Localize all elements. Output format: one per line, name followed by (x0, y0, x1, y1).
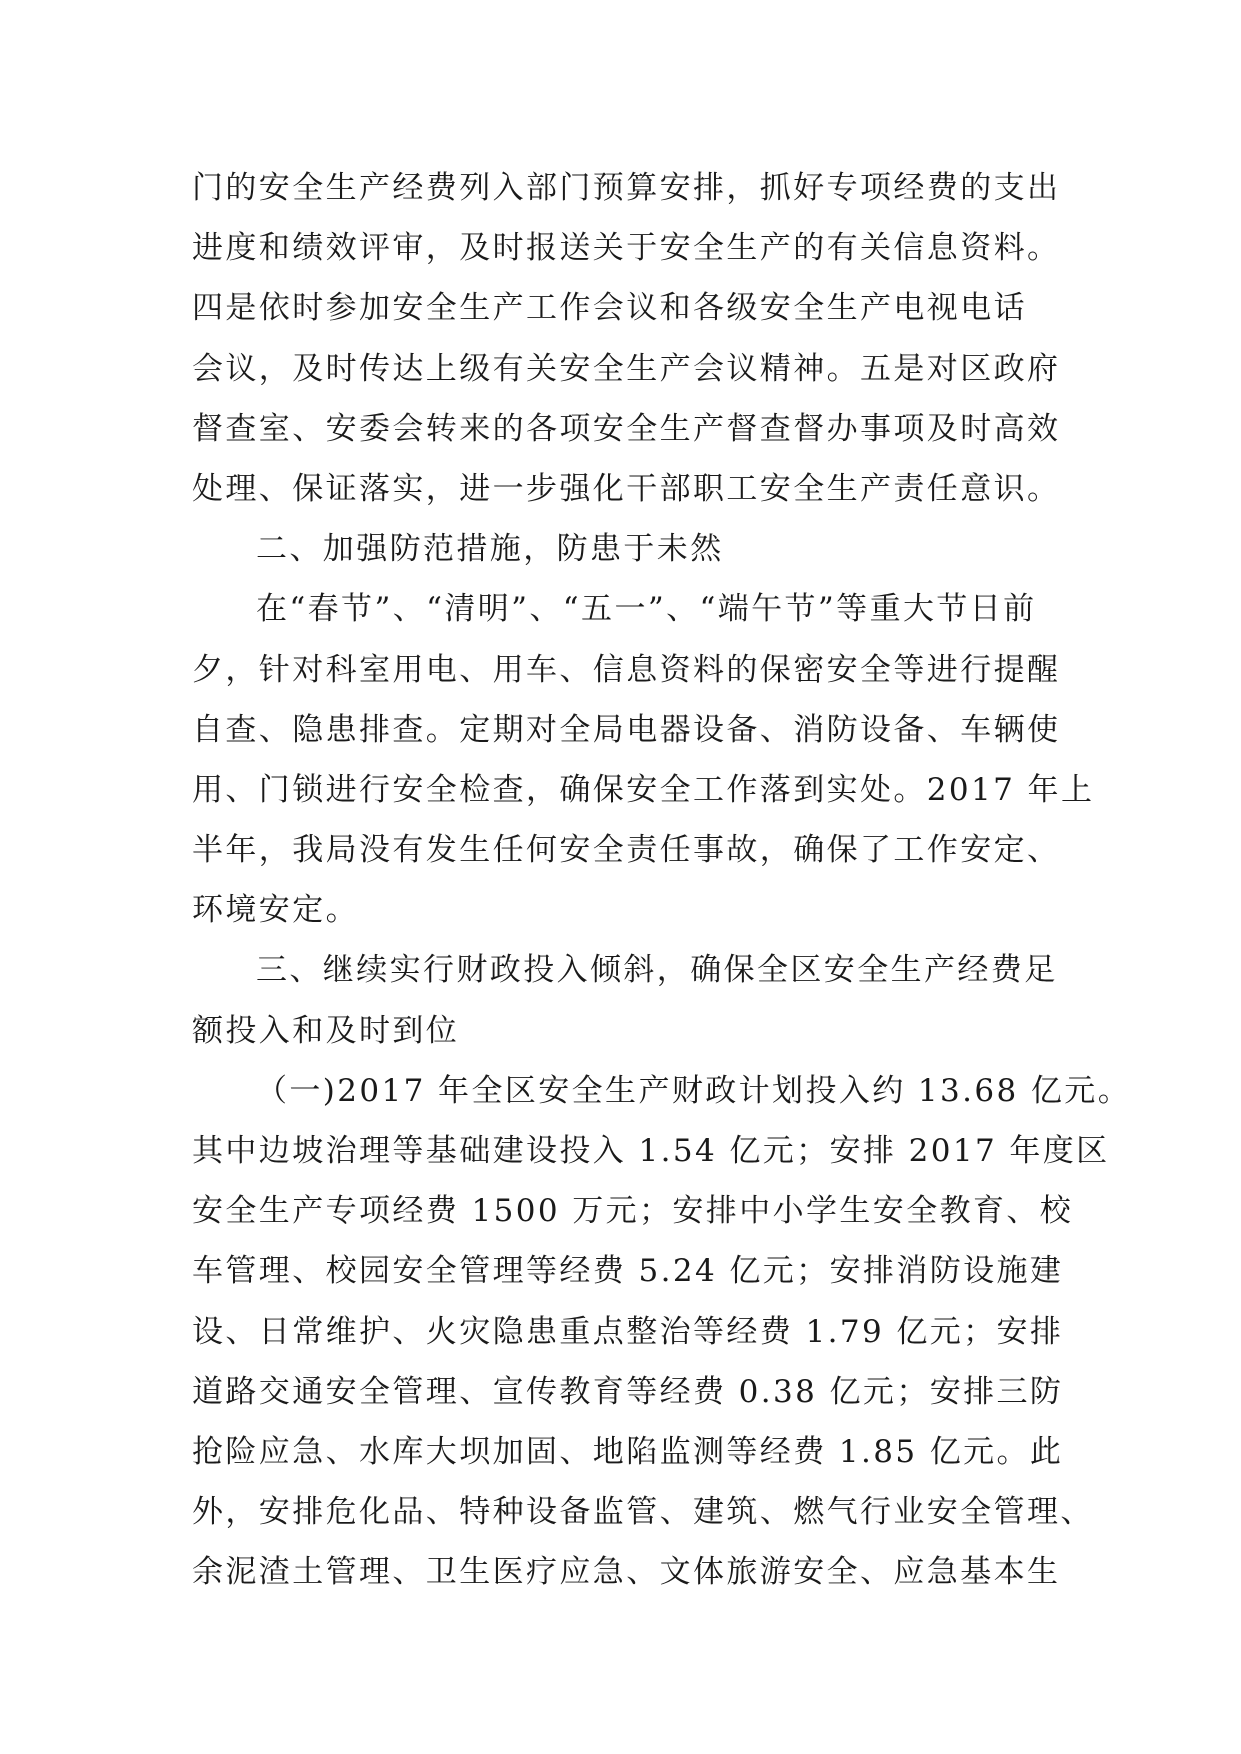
text-line: 车管理、校园安全管理等经费 5.24 亿元；安排消防设施建 (192, 1253, 1064, 1290)
text-line: 自查、隐患排查。定期对全局电器设备、消防设备、车辆使 (192, 711, 1061, 748)
text-line: 余泥渣土管理、卫生医疗应急、文体旅游安全、应急基本生 (192, 1554, 1061, 1591)
text-line: 道路交通安全管理、宣传教育等经费 0.38 亿元；安排三防 (192, 1373, 1064, 1410)
text-line: 外，安排危化品、特种设备监管、建筑、燃气行业安全管理、 (192, 1494, 1094, 1531)
text-line: 用、门锁进行安全检查，确保安全工作落到实处。2017 年上 (192, 771, 1095, 808)
text-line: 三、继续实行财政投入倾斜，确保全区安全生产经费足 (256, 952, 1058, 989)
text-line: 进度和绩效评审，及时报送关于安全生产的有关信息资料。 (192, 230, 1061, 267)
text-line: 设、日常维护、火灾隐患重点整治等经费 1.79 亿元；安排 (192, 1313, 1064, 1350)
text-line: 环境安定。 (192, 892, 359, 929)
text-line: 在“春节”、“清明”、“五一”、“端午节”等重大节日前 (256, 591, 1037, 628)
text-line: 额投入和及时到位 (192, 1012, 460, 1049)
text-line: 督查室、安委会转来的各项安全生产督查督办事项及时高效 (192, 410, 1061, 447)
text-line: （一)2017 年全区安全生产财政计划投入约 13.68 亿元。 (256, 1072, 1132, 1109)
text-line: 半年，我局没有发生任何安全责任事故，确保了工作安定、 (192, 832, 1061, 869)
document-body (192, 158, 1132, 1603)
text-line: 其中边坡治理等基础建设投入 1.54 亿元；安排 2017 年度区 (192, 1133, 1110, 1169)
text-line: 处理、保证落实，进一步强化干部职工安全生产责任意识。 (192, 470, 1061, 507)
text-line: 门的安全生产经费列入部门预算安排，抓好专项经费的支出 (192, 170, 1061, 206)
text-line: 夕，针对科室用电、用车、信息资料的保密安全等进行提醒 (192, 651, 1061, 688)
text-line: 四是依时参加安全生产工作会议和各级安全生产电视电话 (192, 290, 1027, 327)
text-line: 会议，及时传达上级有关安全生产会议精神。五是对区政府 (192, 350, 1061, 387)
text-line: 二、加强防范措施，防患于未然 (256, 531, 724, 568)
text-line: 安全生产专项经费 1500 万元；安排中小学生安全教育、校 (192, 1193, 1074, 1230)
text-line: 抢险应急、水库大坝加固、地陷监测等经费 1.85 亿元。此 (192, 1433, 1064, 1470)
